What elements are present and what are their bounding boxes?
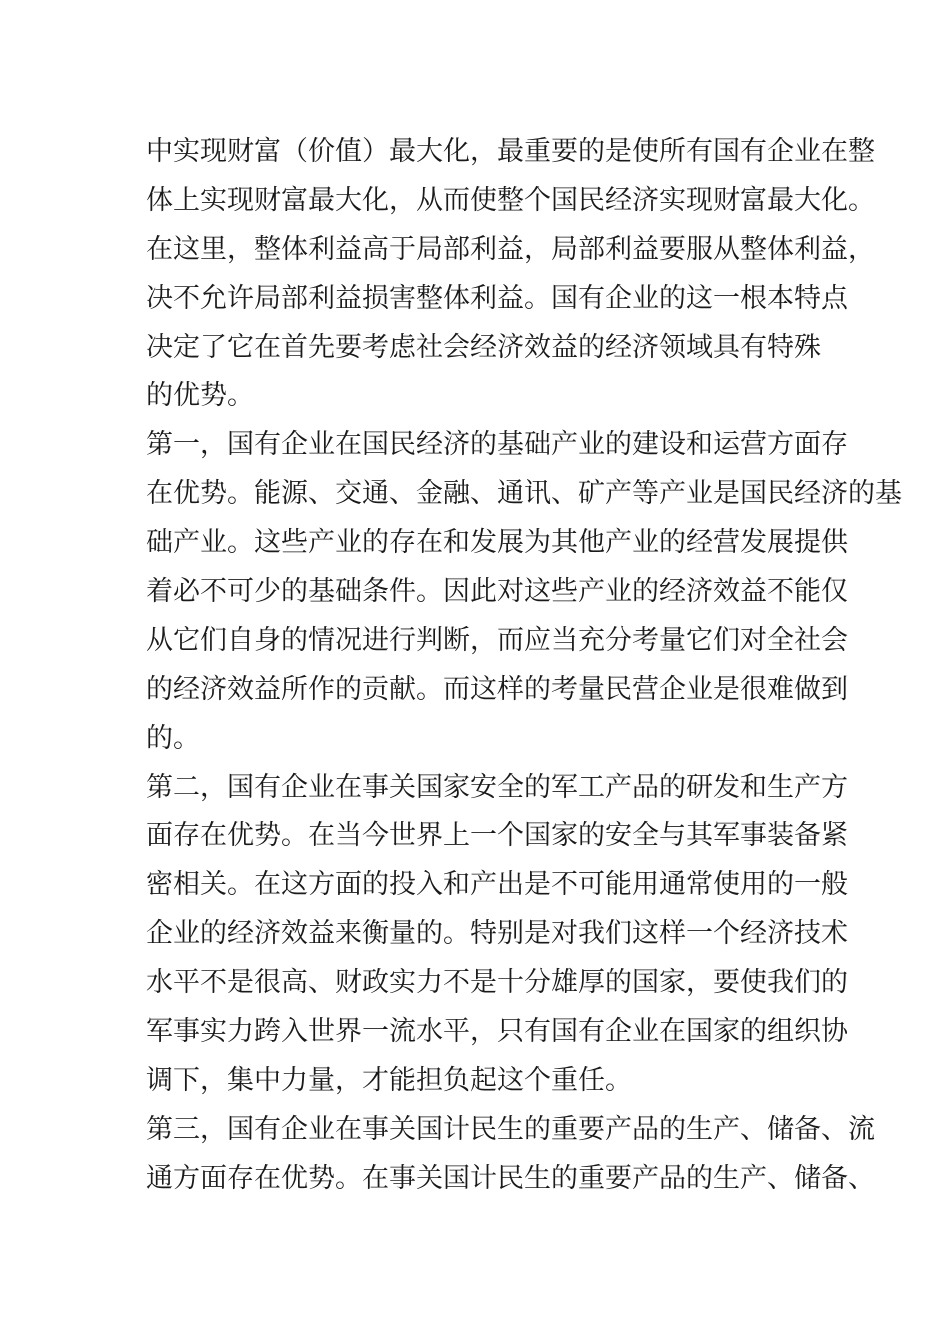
text-line: 的经济效益所作的贡献。而这样的考量民营企业是很难做到 <box>146 673 848 705</box>
text-line: 水平不是很高、财政实力不是十分雄厚的国家，要使我们的 <box>146 967 848 999</box>
text-line: 通方面存在优势。在事关国计民生的重要产品的生产、储备、 <box>146 1162 875 1194</box>
text-line: 第二，国有企业在事关国家安全的军工产品的研发和生产方 <box>146 771 848 803</box>
text-line: 军事实力跨入世界一流水平，只有国有企业在国家的组织协 <box>146 1016 848 1048</box>
text-line: 在这里，整体利益高于局部利益，局部利益要服从整体利益， <box>146 233 875 265</box>
document-body <box>146 128 902 1204</box>
text-line: 从它们自身的情况进行判断，而应当充分考量它们对全社会 <box>146 624 848 656</box>
text-line: 中实现财富（价值）最大化，最重要的是使所有国有企业在整 <box>146 136 875 167</box>
text-line: 第一，国有企业在国民经济的基础产业的建设和运营方面存 <box>146 429 848 461</box>
text-line: 体上实现财富最大化，从而使整个国民经济实现财富最大化。 <box>146 184 875 216</box>
text-line: 着必不可少的基础条件。因此对这些产业的经济效益不能仅 <box>146 576 848 608</box>
text-line: 第三，国有企业在事关国计民生的重要产品的生产、储备、流 <box>146 1113 875 1145</box>
text-line: 调下，集中力量，才能担负起这个重任。 <box>146 1064 632 1096</box>
text-line: 的。 <box>146 722 200 754</box>
text-line: 面存在优势。在当今世界上一个国家的安全与其军事装备紧 <box>146 820 848 852</box>
text-line: 企业的经济效益来衡量的。特别是对我们这样一个经济技术 <box>146 918 848 950</box>
text-line: 密相关。在这方面的投入和产出是不可能用通常使用的一般 <box>146 869 848 901</box>
text-line: 决不允许局部利益损害整体利益。国有企业的这一根本特点 <box>146 282 848 314</box>
text-line: 决定了它在首先要考虑社会经济效益的经济领域具有特殊 <box>146 331 821 363</box>
text-line: 础产业。这些产业的存在和发展为其他产业的经营发展提供 <box>146 527 848 559</box>
text-line: 的优势。 <box>146 380 254 412</box>
text-line: 在优势。能源、交通、金融、通讯、矿产等产业是国民经济的基 <box>146 478 902 510</box>
